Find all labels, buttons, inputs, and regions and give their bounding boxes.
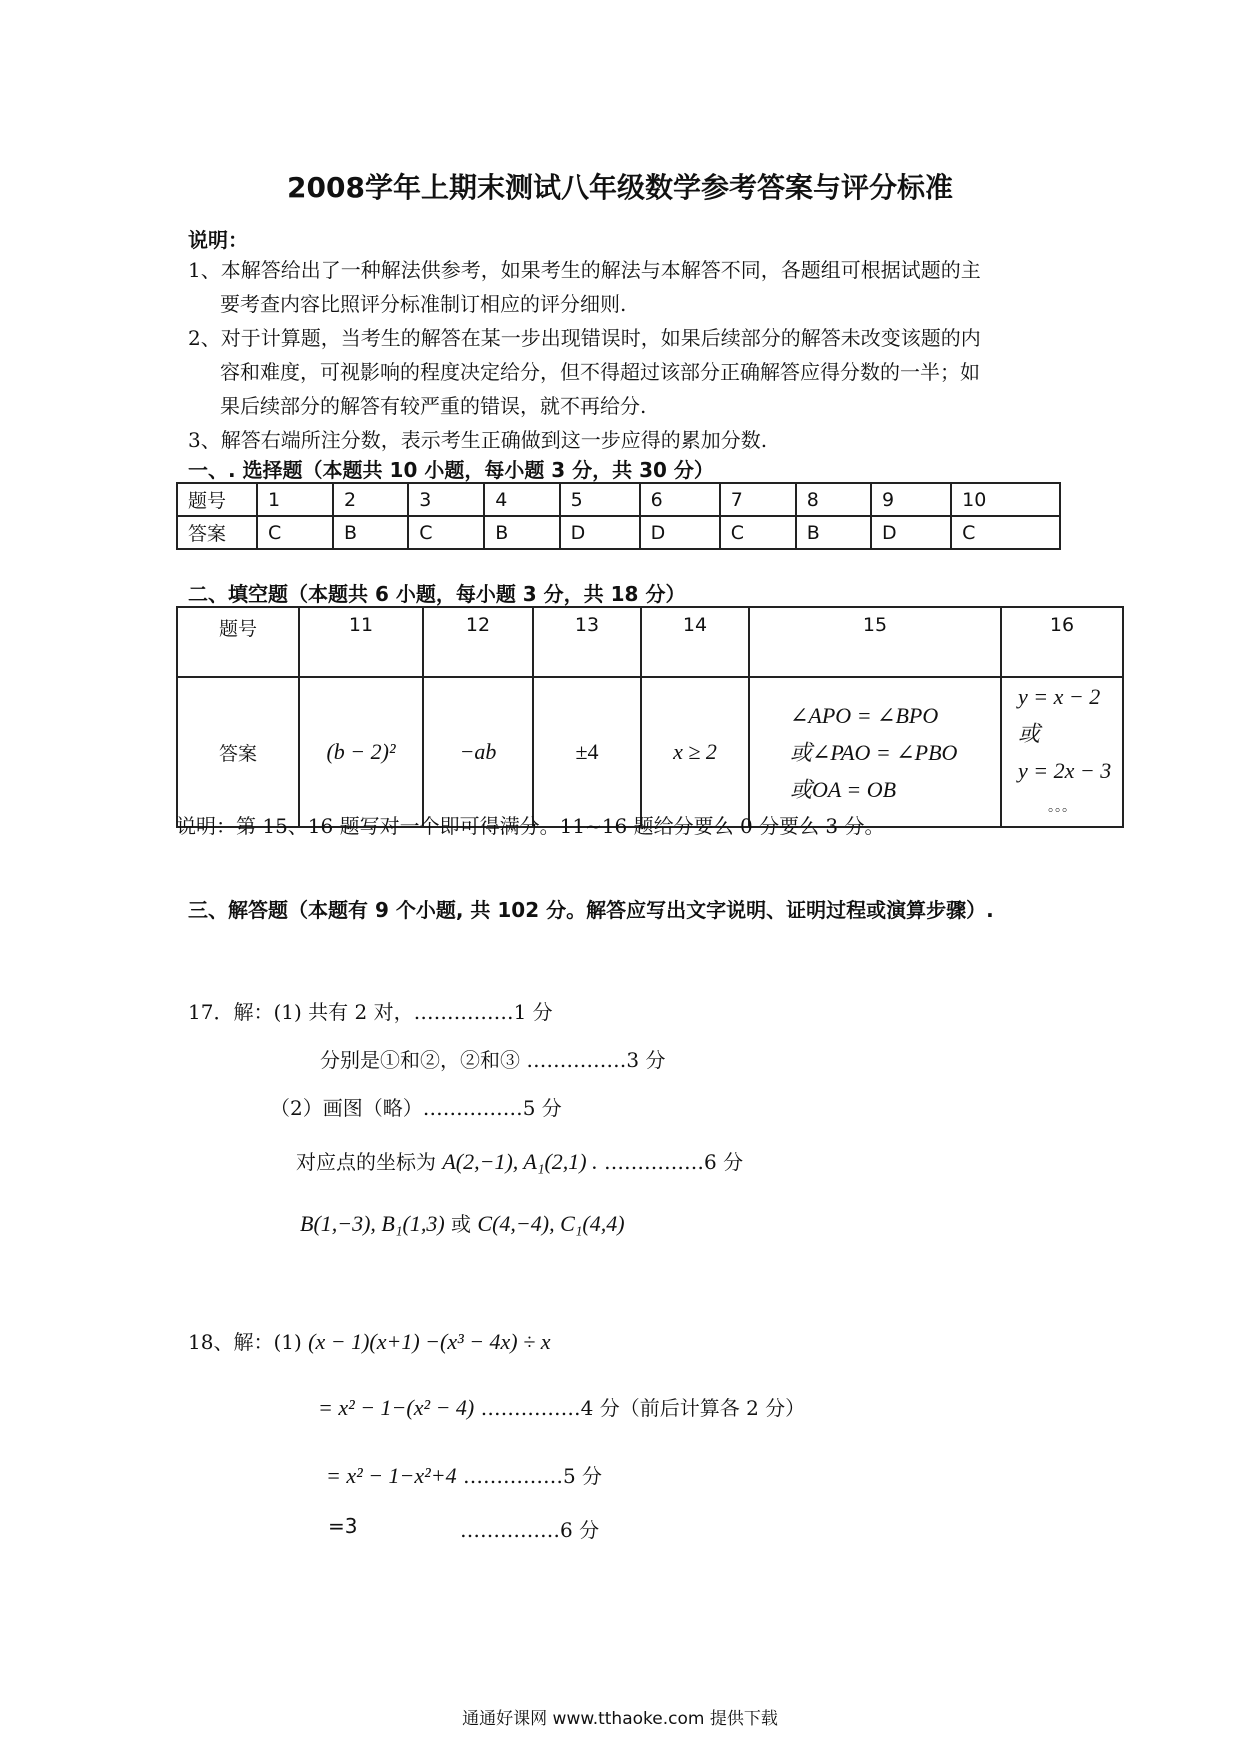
answer-cell: D: [871, 516, 951, 549]
q18-line-1: [188, 1326, 550, 1355]
row-label-answer: 答案: [177, 516, 257, 549]
q17-line-1: 17．解：(1) 共有 2 对，……………1 分: [188, 1000, 553, 1024]
answer-cell: D: [560, 516, 640, 549]
answer-cell: [749, 677, 1001, 827]
q17-coord-c: C(4,−4), C₁(4,4): [477, 1211, 625, 1236]
note-3: 3、解答右端所注分数，表示考生正确做到这一步应得的累加分数.: [188, 428, 768, 452]
q17-line-4: [296, 1146, 743, 1175]
answer-cell: [641, 677, 749, 827]
question-number: 4: [484, 483, 559, 516]
q17-coord-b: B(1,−3), B₁(1,3): [300, 1211, 445, 1236]
row-label-question: 题号: [177, 483, 257, 516]
question-number: 12: [423, 607, 533, 677]
answer-cell: B: [796, 516, 871, 549]
answer-cell: B: [484, 516, 559, 549]
answer-15-line-2: 或∠PAO = ∠PBO: [790, 739, 958, 765]
q18-step-2: = x² − 1−x²+4: [326, 1463, 457, 1488]
question-number: 13: [533, 607, 641, 677]
section1-heading: 一、. 选择题（本题共 10 小题，每小题 3 分，共 30 分）: [188, 458, 714, 482]
q18-expression: (x − 1)(x+1) −(x³ − 4x) ÷ x: [308, 1329, 551, 1354]
answer-16-line-2: y = 2x − 3: [1018, 758, 1112, 783]
question-number: 6: [640, 483, 720, 516]
q17-score-6: ……………6 分: [604, 1150, 744, 1174]
answer-11: (b − 2)²: [326, 739, 396, 764]
answer-14: x ≥ 2: [673, 739, 717, 764]
answer-cell: [423, 677, 533, 827]
answer-cell: [1001, 677, 1123, 827]
question-number: 11: [299, 607, 423, 677]
q17-line-2: 分别是①和②，②和③ ……………3 分: [320, 1048, 666, 1072]
question-number: 7: [720, 483, 796, 516]
q17-or: 或: [451, 1212, 472, 1236]
answer-cell: C: [951, 516, 1060, 549]
q18-score-6: ……………6 分: [460, 1518, 600, 1542]
question-row: [177, 483, 1060, 516]
answer-15-line-3: 或OA = OB: [790, 776, 897, 802]
footer-credit: 通通好课网 www.tthaoke.com 提供下载: [462, 1709, 778, 1729]
page-title: 2008学年上期末测试八年级数学参考答案与评分标准: [287, 171, 953, 204]
question-number: 10: [951, 483, 1060, 516]
question-number: 15: [749, 607, 1001, 677]
q18-step-1: = x² − 1−(x² − 4): [318, 1395, 475, 1420]
question-number: 8: [796, 483, 871, 516]
question-number: 5: [560, 483, 640, 516]
answer-row: [177, 516, 1060, 549]
section3-heading: 三、解答题（本题有 9 个小题, 共 102 分。解答应写出文字说明、证明过程或演算步骤）.: [188, 898, 994, 922]
q17-line-5: [300, 1208, 625, 1237]
answer-15-line-1: ∠APO = ∠BPO: [790, 702, 939, 728]
notes-heading: 说明：: [188, 228, 248, 252]
q18-score-4: ……………4 分（前后计算各 2 分）: [480, 1396, 806, 1420]
q18-line-3: [326, 1460, 602, 1489]
question-number: 9: [871, 483, 951, 516]
answer-cell: B: [333, 516, 408, 549]
note-1-line-1: 1、本解答给出了一种解法供参考，如果考生的解法与本解答不同，各题组可根据试题的主: [188, 258, 981, 282]
q18-line-2: [318, 1392, 805, 1421]
note-2-line-1: 2、对于计算题，当考生的解答在某一步出现错误时，如果后续部分的解答未改变该题的内: [188, 326, 981, 350]
q18-label: 18、解：(1): [188, 1330, 302, 1354]
answer-cell: C: [408, 516, 484, 549]
section2-note: 说明：第 15、16 题写对一个即可得满分。11~16 题给分要么 0 分要么 3 分。: [176, 814, 885, 838]
question-number: 16: [1001, 607, 1123, 677]
answer-13: ±4: [575, 739, 599, 764]
multiple-choice-table: [176, 482, 1061, 550]
q17-coord-label: 对应点的坐标为: [296, 1150, 436, 1174]
question-number: 2: [333, 483, 408, 516]
answer-cell: [533, 677, 641, 827]
fill-in-table: [176, 606, 1124, 828]
q17-line-3: （2）画图（略）……………5 分: [270, 1096, 562, 1120]
question-number: 3: [408, 483, 484, 516]
section2-heading: 二、填空题（本题共 6 小题，每小题 3 分，共 18 分）: [188, 582, 686, 606]
answer-cell: D: [640, 516, 720, 549]
answer-cell: C: [257, 516, 333, 549]
q18-score-5: ……………5 分: [462, 1464, 603, 1488]
note-1-line-2: 要考查内容比照评分标准制订相应的评分细则.: [220, 292, 627, 316]
q18-line-4: =3: [328, 1514, 358, 1538]
note-2-line-3: 果后续部分的解答有较严重的错误，就不再给分.: [220, 394, 647, 418]
question-number: 14: [641, 607, 749, 677]
answer-16-line-3: 。。。: [1048, 799, 1076, 815]
question-number: 1: [257, 483, 333, 516]
answer-cell: [299, 677, 423, 827]
row-label-question: 题号: [177, 607, 299, 677]
answer-12: −ab: [459, 739, 497, 764]
note-2-line-2: 容和难度，可视影响的程度决定给分，但不得超过该部分正确解答应得分数的一半；如: [220, 360, 980, 384]
question-row: [177, 607, 1123, 677]
answer-cell: C: [720, 516, 796, 549]
answer-16-line-1: y = x − 2或: [1018, 684, 1101, 746]
row-label-answer: 答案: [177, 677, 299, 827]
q17-coord-a: A(2,−1), A₁(2,1) .: [442, 1149, 598, 1174]
answer-row: [177, 677, 1123, 827]
